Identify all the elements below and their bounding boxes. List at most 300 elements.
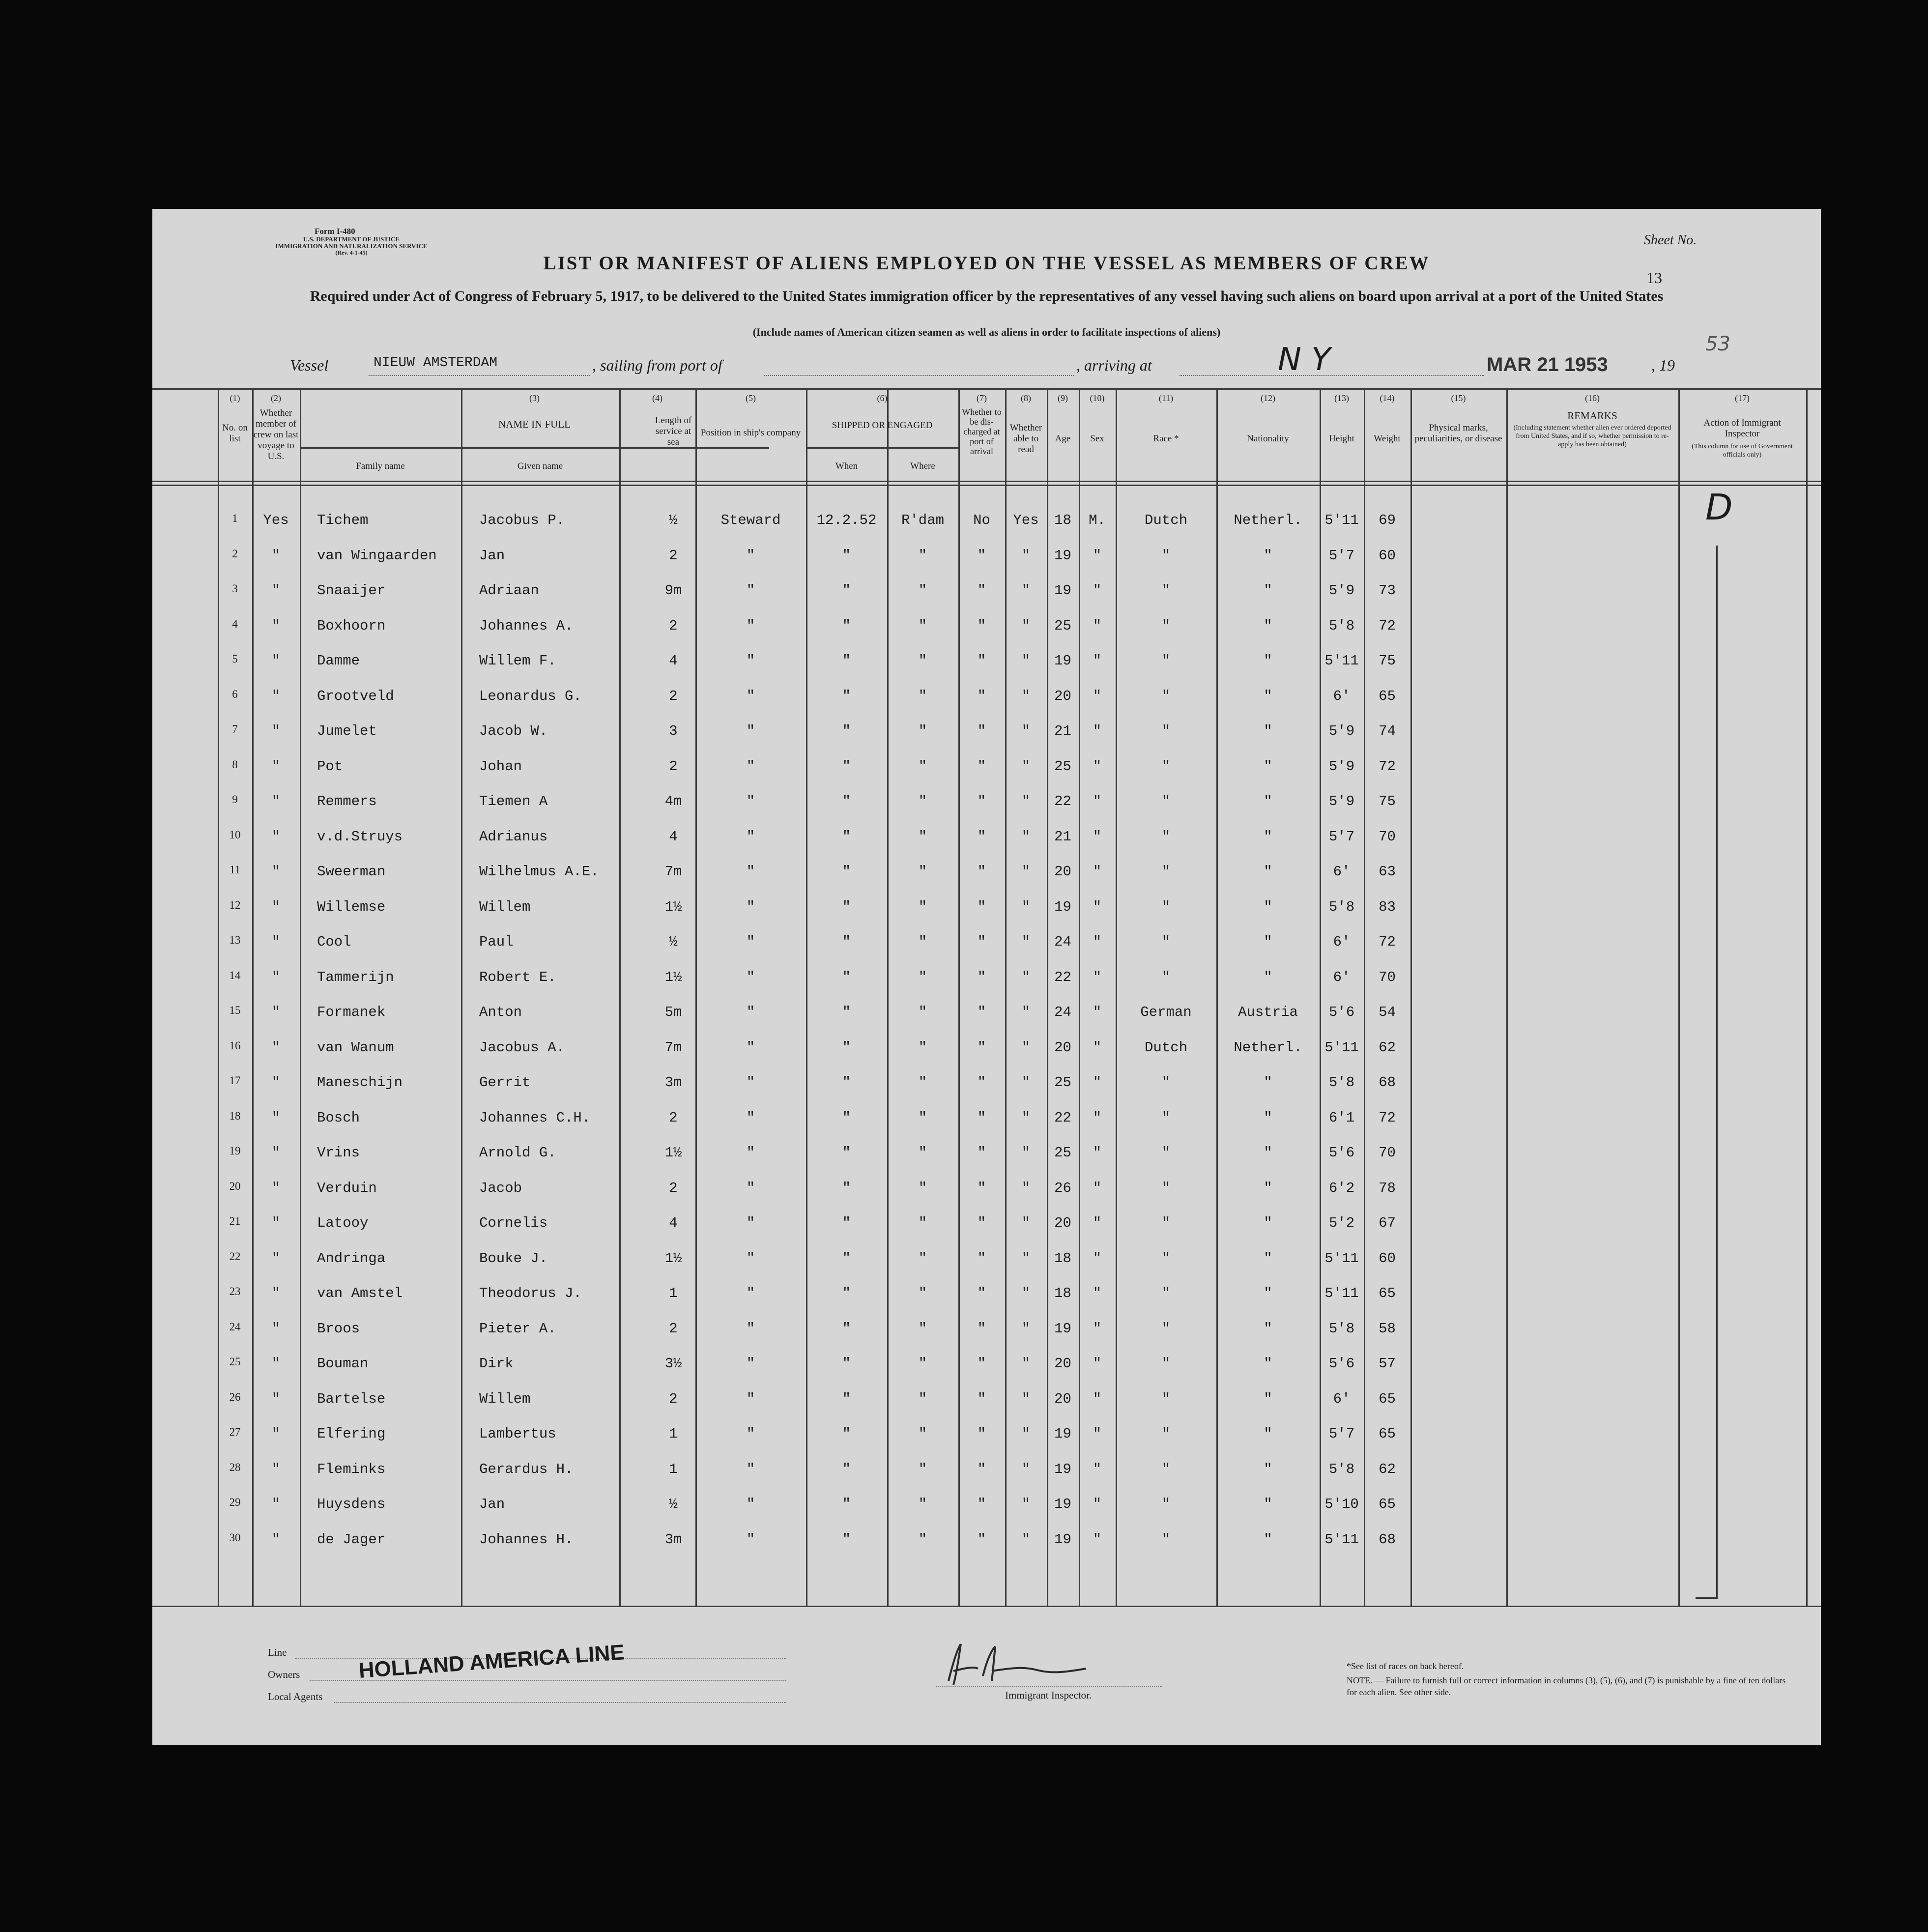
row-race-cell: "	[1161, 1250, 1171, 1267]
row-read-cell: "	[1021, 1496, 1031, 1512]
row-read-cell: "	[1021, 793, 1031, 809]
row-sex-cell: "	[1093, 653, 1102, 669]
row-position-cell: "	[746, 1391, 755, 1407]
row-discharged-cell: "	[977, 1496, 986, 1512]
agents-label: Local Agents	[268, 1691, 323, 1702]
row-height-cell: 6'	[1333, 1391, 1351, 1407]
row-weight-cell: 74	[1379, 723, 1396, 739]
row-nationality-cell: "	[1264, 1531, 1272, 1548]
row-given-cell: Johan	[479, 758, 522, 775]
row-when-cell: "	[842, 864, 851, 880]
row-when-cell: "	[842, 688, 851, 704]
col-divider	[1410, 388, 1412, 1607]
col-divider	[1005, 388, 1007, 1607]
row-where-cell: "	[918, 1285, 927, 1301]
row-age-cell: 19	[1054, 582, 1071, 599]
row-discharged-cell: "	[977, 1215, 986, 1231]
row-where-cell: "	[918, 1461, 927, 1477]
row-where-cell: "	[918, 1426, 927, 1442]
row-family-cell: Pot	[317, 758, 343, 775]
row-discharged-cell: "	[977, 758, 986, 775]
row-family-cell: Verduin	[317, 1180, 377, 1196]
row-nationality-cell: "	[1264, 548, 1272, 564]
row-sex-cell: "	[1093, 793, 1102, 809]
row-position-cell: "	[746, 1145, 755, 1161]
row-sex-cell: "	[1093, 1180, 1102, 1196]
races-note: *See list of races on back hereof.	[1347, 1661, 1464, 1671]
row-height-cell: 6'	[1333, 688, 1351, 704]
row-weight-cell: 63	[1379, 864, 1396, 880]
row-discharged-cell: "	[977, 1250, 986, 1267]
row-sex-cell: "	[1093, 1531, 1102, 1548]
row-crew-cell: "	[271, 1074, 281, 1091]
row-position-cell: "	[746, 1285, 755, 1301]
row-race-cell: "	[1161, 829, 1171, 845]
row-position-cell: "	[746, 688, 755, 704]
col-1-header: No. on list	[222, 423, 248, 444]
row-where-cell: R'dam	[901, 512, 944, 528]
row-weight-cell: 72	[1379, 934, 1396, 950]
row-sex-cell: "	[1093, 1496, 1102, 1512]
row-service-cell: 1½	[664, 969, 682, 985]
name-subheader-rule	[300, 447, 769, 449]
row-age-cell: 25	[1054, 1145, 1071, 1161]
col-15-num: (15)	[1451, 393, 1466, 403]
form-number: Form I-480	[315, 227, 355, 236]
row-family-cell: Remmers	[317, 793, 377, 809]
row-service-cell: 2	[669, 548, 678, 564]
col-6-header: SHIPPED OR ENGAGED	[832, 420, 933, 431]
row-discharged-cell: "	[977, 548, 986, 564]
row-no-cell: 21	[229, 1215, 241, 1227]
col-7-num: (7)	[977, 393, 987, 403]
row-race-cell: "	[1161, 899, 1171, 915]
row-no-cell: 24	[229, 1321, 241, 1333]
manifest-subtitle-note: (Include names of American citizen seamen as well as aliens in order to facilitate inspections of aliens)	[752, 326, 1221, 338]
row-when-cell: "	[842, 829, 851, 845]
row-crew-cell: "	[271, 1039, 281, 1056]
row-read-cell: "	[1021, 1004, 1031, 1020]
row-race-cell: "	[1161, 934, 1171, 950]
row-sex-cell: "	[1093, 829, 1102, 845]
sheet-label: Sheet No.	[1644, 232, 1697, 248]
col-13-header: Height	[1329, 433, 1354, 444]
row-where-cell: "	[918, 969, 927, 985]
inspector-signature	[939, 1642, 1145, 1688]
row-age-cell: 24	[1054, 934, 1071, 950]
row-nationality-cell: "	[1264, 793, 1272, 809]
row-discharged-cell: "	[977, 723, 986, 739]
row-where-cell: "	[918, 1180, 927, 1196]
row-where-cell: "	[918, 1531, 927, 1548]
row-service-cell: 2	[669, 688, 678, 704]
row-position-cell: "	[746, 1426, 755, 1442]
row-family-cell: Sweerman	[317, 864, 386, 880]
row-no-cell: 28	[229, 1461, 241, 1473]
row-position-cell: "	[746, 1074, 755, 1091]
row-where-cell: "	[918, 1110, 927, 1126]
row-where-cell: "	[918, 653, 927, 669]
row-nationality-cell: "	[1264, 934, 1272, 950]
year-value: 53	[1705, 333, 1730, 355]
row-where-cell: "	[918, 1355, 927, 1372]
col-2-header: Whether member of crew on last voyage to U.S.	[253, 408, 299, 461]
vessel-name: NIEUW AMSTERDAM	[374, 355, 498, 371]
col-divider	[695, 388, 697, 1607]
row-no-cell: 19	[229, 1145, 241, 1157]
row-height-cell: 6'2	[1328, 1180, 1355, 1196]
row-crew-cell: Yes	[263, 512, 289, 528]
row-race-cell: "	[1161, 793, 1171, 809]
row-family-cell: Huysdens	[317, 1496, 386, 1512]
row-nationality-cell: "	[1264, 1215, 1272, 1231]
row-service-cell: 1½	[664, 1250, 682, 1267]
row-no-cell: 4	[232, 618, 238, 630]
row-age-cell: 20	[1054, 1215, 1071, 1231]
row-discharged-cell: "	[977, 1321, 986, 1337]
row-race-cell: "	[1161, 969, 1171, 985]
row-weight-cell: 62	[1379, 1039, 1396, 1056]
row-discharged-cell: "	[977, 582, 986, 599]
row-read-cell: "	[1021, 829, 1031, 845]
row-no-cell: 23	[229, 1285, 241, 1298]
row-position-cell: "	[746, 864, 755, 880]
row-discharged-cell: "	[977, 618, 986, 634]
row-given-cell: Gerardus H.	[479, 1461, 574, 1477]
row-when-cell: "	[842, 1180, 851, 1196]
table-header-rule-2	[152, 485, 1821, 486]
row-given-cell: Johannes C.H.	[479, 1110, 591, 1126]
manifest-title: LIST OR MANIFEST OF ALIENS EMPLOYED ON THE VESSEL AS MEMBERS OF CREW	[543, 253, 1430, 274]
row-position-cell: "	[746, 723, 755, 739]
row-crew-cell: "	[271, 1426, 281, 1442]
row-nationality-cell: "	[1264, 1285, 1272, 1301]
row-given-cell: Jacobus P.	[479, 512, 565, 528]
row-age-cell: 22	[1054, 969, 1071, 985]
row-when-cell: "	[842, 1145, 851, 1161]
row-sex-cell: "	[1093, 1215, 1102, 1231]
row-crew-cell: "	[271, 1215, 281, 1231]
row-given-cell: Willem F.	[479, 653, 556, 669]
row-race-cell: "	[1161, 1074, 1171, 1091]
row-where-cell: "	[918, 1215, 927, 1231]
row-given-cell: Adrianus	[479, 829, 548, 845]
row-age-cell: 19	[1054, 548, 1071, 564]
row-nationality-cell: Netherl.	[1234, 1039, 1302, 1056]
row-service-cell: 1	[669, 1426, 678, 1442]
row-race-cell: "	[1161, 1110, 1171, 1126]
row-read-cell: "	[1021, 1145, 1031, 1161]
row-where-cell: "	[918, 1074, 927, 1091]
row-service-cell: 1½	[664, 1145, 682, 1161]
row-crew-cell: "	[271, 758, 281, 775]
row-read-cell: Yes	[1013, 512, 1039, 528]
row-when-cell: "	[842, 1391, 851, 1407]
row-where-cell: "	[918, 1039, 927, 1056]
row-position-cell: "	[746, 758, 755, 775]
row-age-cell: 25	[1054, 618, 1071, 634]
row-given-cell: Tiemen A	[479, 793, 548, 809]
row-family-cell: v.d.Struys	[317, 829, 403, 845]
row-weight-cell: 75	[1379, 653, 1396, 669]
row-nationality-cell: "	[1264, 1391, 1272, 1407]
form-service: IMMIGRATION AND NATURALIZATION SERVICE	[275, 242, 428, 250]
row-read-cell: "	[1021, 1110, 1031, 1126]
row-where-cell: "	[918, 864, 927, 880]
row-discharged-cell: "	[977, 1074, 986, 1091]
row-crew-cell: "	[271, 723, 281, 739]
row-discharged-cell: "	[977, 1285, 986, 1301]
row-nationality-cell: "	[1264, 1355, 1272, 1372]
row-family-cell: van Wanum	[317, 1039, 394, 1056]
col-17-note: (This column for use of Government officials only)	[1692, 443, 1793, 459]
col-3-num: (3)	[529, 393, 540, 403]
row-sex-cell: "	[1093, 1074, 1102, 1091]
col-16-num: (16)	[1585, 393, 1600, 403]
row-when-cell: "	[842, 899, 851, 915]
row-when-cell: "	[842, 1321, 851, 1337]
row-given-cell: Leonardus G.	[479, 688, 582, 704]
row-family-cell: de Jager	[317, 1531, 386, 1548]
row-read-cell: "	[1021, 969, 1031, 985]
col-divider	[252, 388, 254, 1607]
row-position-cell: "	[746, 969, 755, 985]
row-when-cell: "	[842, 1250, 851, 1267]
row-nationality-cell: "	[1264, 582, 1272, 599]
row-where-cell: "	[918, 688, 927, 704]
row-age-cell: 20	[1054, 1355, 1071, 1372]
row-race-cell: "	[1161, 548, 1171, 564]
row-when-cell: "	[842, 653, 851, 669]
row-discharged-cell: "	[977, 1145, 986, 1161]
row-when-cell: "	[842, 1039, 851, 1056]
row-given-cell: Johannes H.	[479, 1531, 574, 1548]
row-sex-cell: "	[1093, 1355, 1102, 1372]
row-sex-cell: "	[1093, 618, 1102, 634]
row-race-cell: "	[1161, 653, 1171, 669]
row-service-cell: 1	[669, 1461, 678, 1477]
row-crew-cell: "	[271, 688, 281, 704]
row-no-cell: 25	[229, 1355, 241, 1368]
row-crew-cell: "	[271, 1110, 281, 1126]
row-height-cell: 6'	[1333, 934, 1351, 950]
col-12-num: (12)	[1261, 393, 1275, 403]
row-position-cell: "	[746, 793, 755, 809]
row-no-cell: 3	[232, 582, 238, 595]
row-weight-cell: 60	[1379, 1250, 1396, 1267]
row-when-cell: "	[842, 618, 851, 634]
row-read-cell: "	[1021, 653, 1031, 669]
row-when-cell: "	[842, 723, 851, 739]
arrival-port: N Y	[1278, 342, 1331, 378]
row-sex-cell: "	[1093, 864, 1102, 880]
row-height-cell: 5'7	[1328, 548, 1355, 564]
row-family-cell: Latooy	[317, 1215, 369, 1231]
row-given-cell: Jan	[479, 548, 505, 564]
row-nationality-cell: "	[1264, 758, 1272, 775]
row-no-cell: 11	[229, 864, 241, 876]
row-position-cell: "	[746, 899, 755, 915]
col-9-num: (9)	[1058, 393, 1068, 403]
inspector-stroke-end	[1696, 1597, 1718, 1599]
row-no-cell: 20	[229, 1180, 241, 1192]
row-position-cell: "	[746, 1215, 755, 1231]
row-service-cell: 3	[669, 723, 678, 739]
row-sex-cell: "	[1093, 1285, 1102, 1301]
row-weight-cell: 73	[1379, 582, 1396, 599]
row-sex-cell: "	[1093, 1039, 1102, 1056]
shipped-where-header: Where	[910, 461, 935, 471]
row-weight-cell: 67	[1379, 1215, 1396, 1231]
col-11-num: (11)	[1158, 393, 1174, 403]
shipped-when-header: When	[835, 461, 858, 471]
row-age-cell: 21	[1054, 723, 1071, 739]
row-height-cell: 5'8	[1328, 1461, 1355, 1477]
row-when-cell: "	[842, 1285, 851, 1301]
row-when-cell: "	[842, 1074, 851, 1091]
manifest-subtitle: Required under Act of Congress of February 5, 1917, to be delivered to the United States immigration officer by the representatives of any vessel having such aliens on board upon arrival at a port of the United States	[310, 288, 1664, 304]
col-divider	[619, 388, 621, 1607]
row-height-cell: 5'7	[1328, 829, 1355, 845]
row-when-cell: "	[842, 793, 851, 809]
row-weight-cell: 72	[1379, 758, 1396, 775]
row-service-cell: 2	[669, 1321, 678, 1337]
row-nationality-cell: "	[1264, 864, 1272, 880]
row-sex-cell: "	[1093, 723, 1102, 739]
row-no-cell: 17	[229, 1074, 241, 1087]
row-age-cell: 18	[1054, 512, 1071, 528]
row-position-cell: "	[746, 1004, 755, 1020]
row-discharged-cell: "	[977, 688, 986, 704]
row-sex-cell: "	[1093, 1145, 1102, 1161]
row-discharged-cell: "	[977, 1426, 986, 1442]
row-where-cell: "	[918, 1391, 927, 1407]
row-family-cell: Tichem	[317, 512, 369, 528]
row-weight-cell: 60	[1379, 548, 1396, 564]
row-service-cell: 3½	[664, 1355, 682, 1372]
row-nationality-cell: "	[1264, 618, 1272, 634]
row-no-cell: 18	[229, 1110, 241, 1122]
row-given-cell: Bouke J.	[479, 1250, 548, 1267]
row-discharged-cell: "	[977, 1004, 986, 1020]
row-read-cell: "	[1021, 758, 1031, 775]
col-divider	[1116, 388, 1117, 1607]
col-14-header: Weight	[1374, 433, 1401, 444]
row-race-cell: "	[1161, 1496, 1171, 1512]
row-sex-cell: "	[1093, 969, 1102, 985]
row-read-cell: "	[1021, 1285, 1031, 1301]
col-divider	[1506, 388, 1508, 1607]
row-crew-cell: "	[271, 829, 281, 845]
port-underline	[764, 375, 1074, 376]
row-family-cell: Willemse	[317, 899, 386, 915]
row-crew-cell: "	[271, 1250, 281, 1267]
row-nationality-cell: "	[1264, 1496, 1272, 1512]
row-age-cell: 19	[1054, 653, 1071, 669]
row-position-cell: "	[746, 1039, 755, 1056]
row-where-cell: "	[918, 758, 927, 775]
row-discharged-cell: "	[977, 653, 986, 669]
col-divider	[1806, 388, 1808, 1607]
row-service-cell: 1½	[664, 899, 682, 915]
row-position-cell: "	[746, 1355, 755, 1372]
row-read-cell: "	[1021, 618, 1031, 634]
given-name-header: Given name	[517, 461, 563, 471]
row-crew-cell: "	[271, 793, 281, 809]
row-height-cell: 5'11	[1324, 1039, 1359, 1056]
row-sex-cell: M.	[1089, 512, 1106, 528]
form-rev: (Rev. 4-1-45)	[335, 249, 368, 256]
row-no-cell: 27	[229, 1426, 241, 1438]
row-discharged-cell: "	[977, 934, 986, 950]
row-family-cell: Vrins	[317, 1145, 360, 1161]
row-family-cell: Broos	[317, 1321, 360, 1337]
row-no-cell: 9	[232, 793, 238, 806]
table-bottom-rule	[152, 1606, 1821, 1607]
row-read-cell: "	[1021, 1461, 1031, 1477]
row-no-cell: 8	[232, 758, 238, 771]
row-height-cell: 5'8	[1328, 1074, 1355, 1091]
row-given-cell: Anton	[479, 1004, 522, 1020]
row-weight-cell: 58	[1379, 1321, 1396, 1337]
col-6-num: (6)	[877, 393, 888, 403]
inspector-label: Immigrant Inspector.	[1005, 1689, 1092, 1701]
row-service-cell: 5m	[664, 1004, 682, 1020]
row-no-cell: 26	[229, 1391, 241, 1403]
row-age-cell: 22	[1054, 1110, 1071, 1126]
row-weight-cell: 70	[1379, 969, 1396, 985]
row-height-cell: 5'11	[1324, 653, 1359, 669]
row-age-cell: 22	[1054, 793, 1071, 809]
row-weight-cell: 65	[1379, 1496, 1396, 1512]
row-height-cell: 5'9	[1328, 582, 1355, 599]
row-height-cell: 5'8	[1328, 899, 1355, 915]
row-sex-cell: "	[1093, 582, 1102, 599]
col-divider	[806, 388, 807, 1607]
row-given-cell: Paul	[479, 934, 514, 950]
col-15-header: Physical marks, peculiarities, or disease	[1414, 423, 1502, 444]
row-given-cell: Jacob	[479, 1180, 522, 1196]
row-when-cell: "	[842, 934, 851, 950]
row-read-cell: "	[1021, 1250, 1031, 1267]
row-read-cell: "	[1021, 864, 1031, 880]
form-dept: U.S. DEPARTMENT OF JUSTICE	[303, 235, 400, 243]
row-race-cell: "	[1161, 1426, 1171, 1442]
row-where-cell: "	[918, 548, 927, 564]
row-given-cell: Johannes A.	[479, 618, 574, 634]
row-race-cell: "	[1161, 618, 1171, 634]
row-weight-cell: 65	[1379, 1391, 1396, 1407]
sailing-label: , sailing from port of	[592, 356, 722, 374]
row-when-cell: "	[842, 1004, 851, 1020]
row-crew-cell: "	[271, 1145, 281, 1161]
row-height-cell: 5'11	[1324, 1531, 1359, 1548]
row-height-cell: 6'1	[1328, 1110, 1355, 1126]
row-where-cell: "	[918, 899, 927, 915]
sheet-number: 13	[1646, 269, 1662, 287]
row-where-cell: "	[918, 934, 927, 950]
row-service-cell: 1	[669, 1285, 678, 1301]
row-when-cell: "	[842, 1461, 851, 1477]
row-where-cell: "	[918, 829, 927, 845]
row-family-cell: Boxhoorn	[317, 618, 386, 634]
row-given-cell: Theodorus J.	[479, 1285, 582, 1301]
row-service-cell: ½	[669, 512, 678, 528]
row-position-cell: "	[746, 618, 755, 634]
row-service-cell: 4	[669, 1215, 678, 1231]
row-given-cell: Jan	[479, 1496, 505, 1512]
row-when-cell: "	[842, 1426, 851, 1442]
